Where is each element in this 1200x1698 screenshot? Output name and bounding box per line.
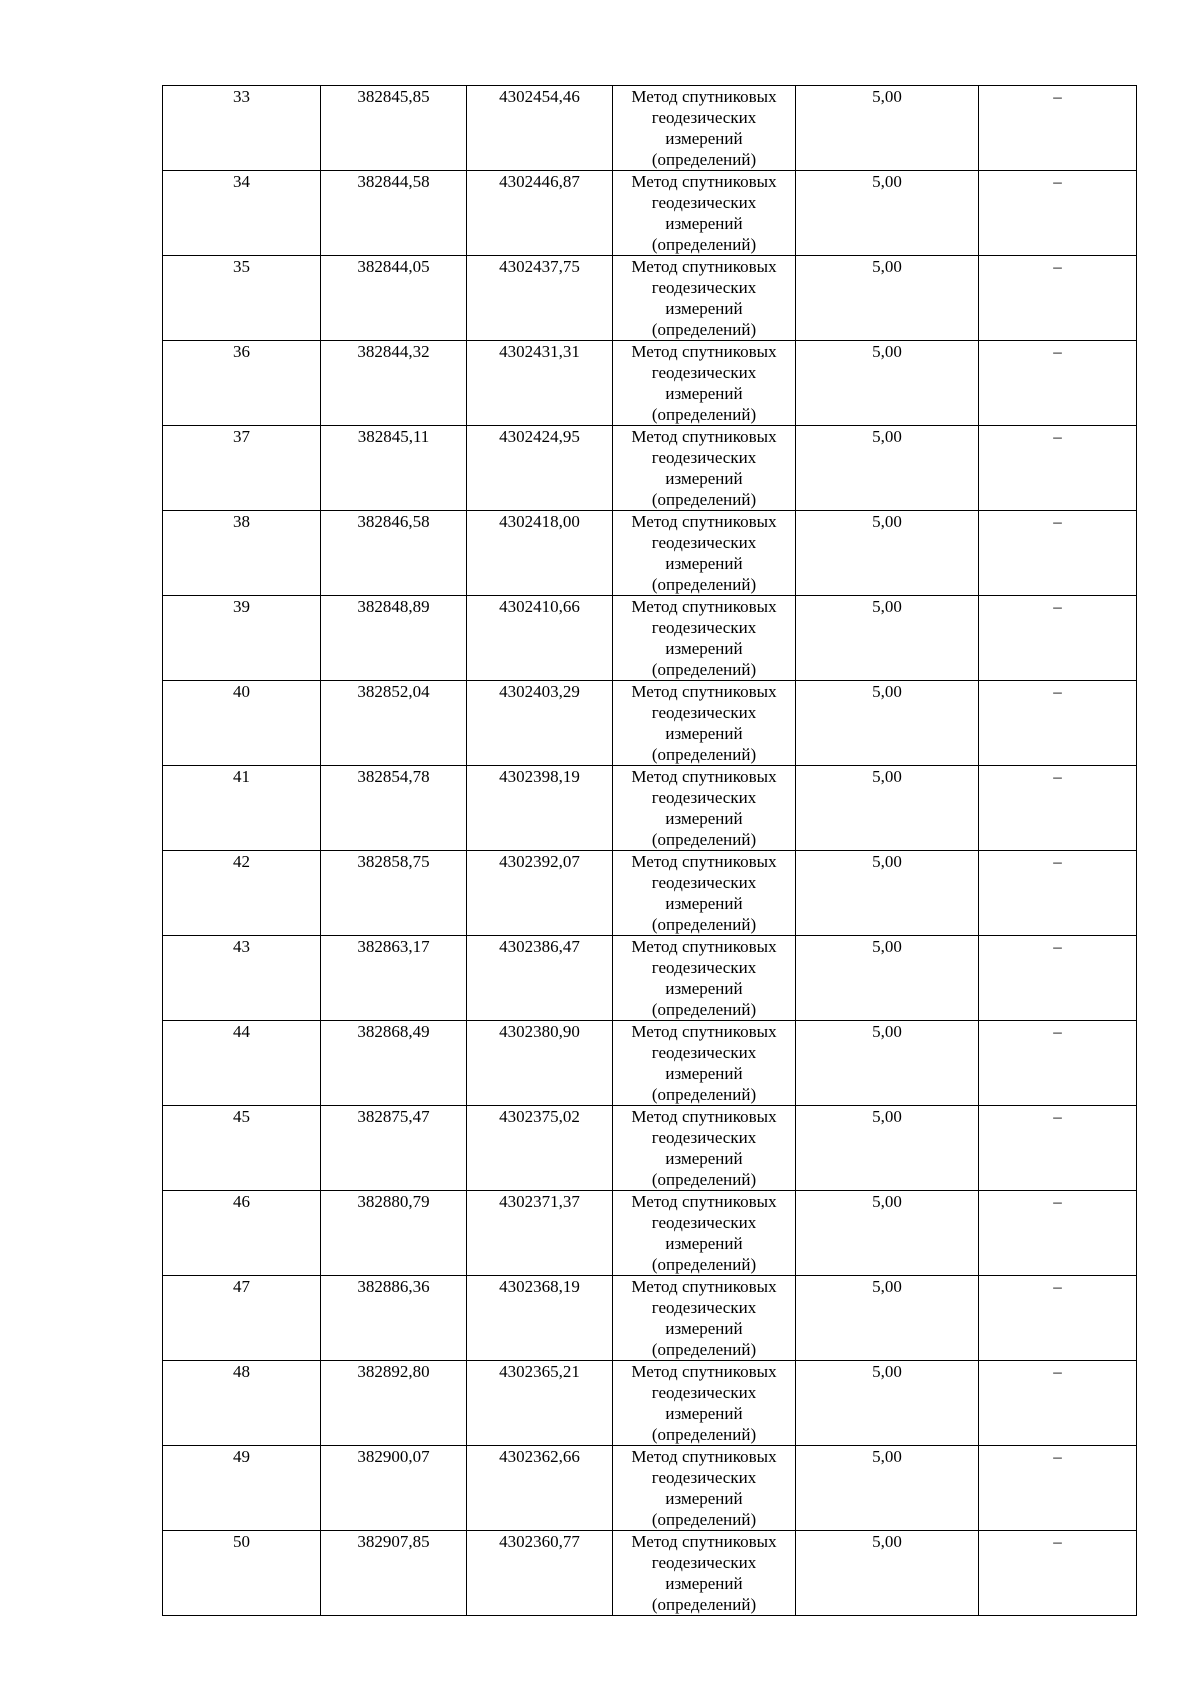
method-cell: Метод спутниковых геодезических измерений (определений) xyxy=(613,511,796,596)
y-coordinate-cell: 4302403,29 xyxy=(467,681,613,766)
x-coordinate-cell: 382886,36 xyxy=(321,1276,467,1361)
point-number-cell: 35 xyxy=(163,256,321,341)
accuracy-cell: 5,00 xyxy=(796,1021,979,1106)
accuracy-cell: 5,00 xyxy=(796,256,979,341)
accuracy-cell: 5,00 xyxy=(796,1191,979,1276)
table-row xyxy=(163,341,1137,426)
table-row xyxy=(163,851,1137,936)
x-coordinate-cell: 382848,89 xyxy=(321,596,467,681)
method-cell: Метод спутниковых геодезических измерений (определений) xyxy=(613,426,796,511)
table-row xyxy=(163,1446,1137,1531)
table-row xyxy=(163,256,1137,341)
method-cell: Метод спутниковых геодезических измерений (определений) xyxy=(613,86,796,171)
x-coordinate-cell: 382892,80 xyxy=(321,1361,467,1446)
table-row xyxy=(163,426,1137,511)
accuracy-cell: 5,00 xyxy=(796,341,979,426)
x-coordinate-cell: 382858,75 xyxy=(321,851,467,936)
point-number-cell: 39 xyxy=(163,596,321,681)
point-number-cell: 50 xyxy=(163,1531,321,1616)
x-coordinate-cell: 382868,49 xyxy=(321,1021,467,1106)
description-cell: – xyxy=(979,1446,1137,1531)
y-coordinate-cell: 4302380,90 xyxy=(467,1021,613,1106)
table-row xyxy=(163,1021,1137,1106)
y-coordinate-cell: 4302424,95 xyxy=(467,426,613,511)
x-coordinate-cell: 382852,04 xyxy=(321,681,467,766)
point-number-cell: 42 xyxy=(163,851,321,936)
accuracy-cell: 5,00 xyxy=(796,511,979,596)
description-cell: – xyxy=(979,171,1137,256)
method-cell: Метод спутниковых геодезических измерений (определений) xyxy=(613,766,796,851)
x-coordinate-cell: 382844,32 xyxy=(321,341,467,426)
accuracy-cell: 5,00 xyxy=(796,426,979,511)
accuracy-cell: 5,00 xyxy=(796,86,979,171)
x-coordinate-cell: 382844,58 xyxy=(321,171,467,256)
accuracy-cell: 5,00 xyxy=(796,936,979,1021)
y-coordinate-cell: 4302446,87 xyxy=(467,171,613,256)
point-number-cell: 48 xyxy=(163,1361,321,1446)
y-coordinate-cell: 4302368,19 xyxy=(467,1276,613,1361)
method-cell: Метод спутниковых геодезических измерений (определений) xyxy=(613,1531,796,1616)
y-coordinate-cell: 4302365,21 xyxy=(467,1361,613,1446)
point-number-cell: 40 xyxy=(163,681,321,766)
y-coordinate-cell: 4302362,66 xyxy=(467,1446,613,1531)
y-coordinate-cell: 4302431,31 xyxy=(467,341,613,426)
table-row xyxy=(163,1191,1137,1276)
description-cell: – xyxy=(979,1531,1137,1616)
method-cell: Метод спутниковых геодезических измерений (определений) xyxy=(613,171,796,256)
table-row xyxy=(163,681,1137,766)
y-coordinate-cell: 4302437,75 xyxy=(467,256,613,341)
method-cell: Метод спутниковых геодезических измерений (определений) xyxy=(613,1446,796,1531)
coordinates-table xyxy=(162,85,1137,1616)
method-cell: Метод спутниковых геодезических измерений (определений) xyxy=(613,256,796,341)
table-row xyxy=(163,1531,1137,1616)
point-number-cell: 38 xyxy=(163,511,321,596)
y-coordinate-cell: 4302454,46 xyxy=(467,86,613,171)
x-coordinate-cell: 382880,79 xyxy=(321,1191,467,1276)
point-number-cell: 43 xyxy=(163,936,321,1021)
point-number-cell: 45 xyxy=(163,1106,321,1191)
table-row xyxy=(163,766,1137,851)
method-cell: Метод спутниковых геодезических измерений (определений) xyxy=(613,851,796,936)
x-coordinate-cell: 382845,85 xyxy=(321,86,467,171)
description-cell: – xyxy=(979,1361,1137,1446)
y-coordinate-cell: 4302375,02 xyxy=(467,1106,613,1191)
method-cell: Метод спутниковых геодезических измерений (определений) xyxy=(613,341,796,426)
method-cell: Метод спутниковых геодезических измерений (определений) xyxy=(613,936,796,1021)
point-number-cell: 44 xyxy=(163,1021,321,1106)
description-cell: – xyxy=(979,1106,1137,1191)
description-cell: – xyxy=(979,426,1137,511)
description-cell: – xyxy=(979,1191,1137,1276)
y-coordinate-cell: 4302410,66 xyxy=(467,596,613,681)
description-cell: – xyxy=(979,1276,1137,1361)
description-cell: – xyxy=(979,851,1137,936)
point-number-cell: 46 xyxy=(163,1191,321,1276)
accuracy-cell: 5,00 xyxy=(796,681,979,766)
description-cell: – xyxy=(979,766,1137,851)
point-number-cell: 49 xyxy=(163,1446,321,1531)
point-number-cell: 34 xyxy=(163,171,321,256)
table-row xyxy=(163,936,1137,1021)
method-cell: Метод спутниковых геодезических измерений (определений) xyxy=(613,1021,796,1106)
x-coordinate-cell: 382900,07 xyxy=(321,1446,467,1531)
point-number-cell: 47 xyxy=(163,1276,321,1361)
y-coordinate-cell: 4302360,77 xyxy=(467,1531,613,1616)
x-coordinate-cell: 382863,17 xyxy=(321,936,467,1021)
description-cell: – xyxy=(979,1021,1137,1106)
method-cell: Метод спутниковых геодезических измерений (определений) xyxy=(613,1191,796,1276)
accuracy-cell: 5,00 xyxy=(796,1446,979,1531)
table-row xyxy=(163,511,1137,596)
x-coordinate-cell: 382907,85 xyxy=(321,1531,467,1616)
table-row xyxy=(163,1361,1137,1446)
accuracy-cell: 5,00 xyxy=(796,851,979,936)
point-number-cell: 37 xyxy=(163,426,321,511)
method-cell: Метод спутниковых геодезических измерений (определений) xyxy=(613,681,796,766)
accuracy-cell: 5,00 xyxy=(796,766,979,851)
y-coordinate-cell: 4302398,19 xyxy=(467,766,613,851)
description-cell: – xyxy=(979,511,1137,596)
y-coordinate-cell: 4302392,07 xyxy=(467,851,613,936)
accuracy-cell: 5,00 xyxy=(796,171,979,256)
y-coordinate-cell: 4302386,47 xyxy=(467,936,613,1021)
coordinates-table-body xyxy=(163,86,1137,1616)
x-coordinate-cell: 382845,11 xyxy=(321,426,467,511)
method-cell: Метод спутниковых геодезических измерений (определений) xyxy=(613,596,796,681)
x-coordinate-cell: 382846,58 xyxy=(321,511,467,596)
method-cell: Метод спутниковых геодезических измерений (определений) xyxy=(613,1276,796,1361)
description-cell: – xyxy=(979,936,1137,1021)
description-cell: – xyxy=(979,256,1137,341)
accuracy-cell: 5,00 xyxy=(796,596,979,681)
y-coordinate-cell: 4302371,37 xyxy=(467,1191,613,1276)
accuracy-cell: 5,00 xyxy=(796,1531,979,1616)
table-row xyxy=(163,171,1137,256)
method-cell: Метод спутниковых геодезических измерений (определений) xyxy=(613,1361,796,1446)
accuracy-cell: 5,00 xyxy=(796,1106,979,1191)
description-cell: – xyxy=(979,341,1137,426)
method-cell: Метод спутниковых геодезических измерений (определений) xyxy=(613,1106,796,1191)
x-coordinate-cell: 382844,05 xyxy=(321,256,467,341)
table-row xyxy=(163,86,1137,171)
description-cell: – xyxy=(979,596,1137,681)
point-number-cell: 41 xyxy=(163,766,321,851)
x-coordinate-cell: 382875,47 xyxy=(321,1106,467,1191)
x-coordinate-cell: 382854,78 xyxy=(321,766,467,851)
point-number-cell: 33 xyxy=(163,86,321,171)
y-coordinate-cell: 4302418,00 xyxy=(467,511,613,596)
description-cell: – xyxy=(979,86,1137,171)
accuracy-cell: 5,00 xyxy=(796,1276,979,1361)
table-row xyxy=(163,1276,1137,1361)
table-row xyxy=(163,1106,1137,1191)
description-cell: – xyxy=(979,681,1137,766)
point-number-cell: 36 xyxy=(163,341,321,426)
table-row xyxy=(163,596,1137,681)
accuracy-cell: 5,00 xyxy=(796,1361,979,1446)
